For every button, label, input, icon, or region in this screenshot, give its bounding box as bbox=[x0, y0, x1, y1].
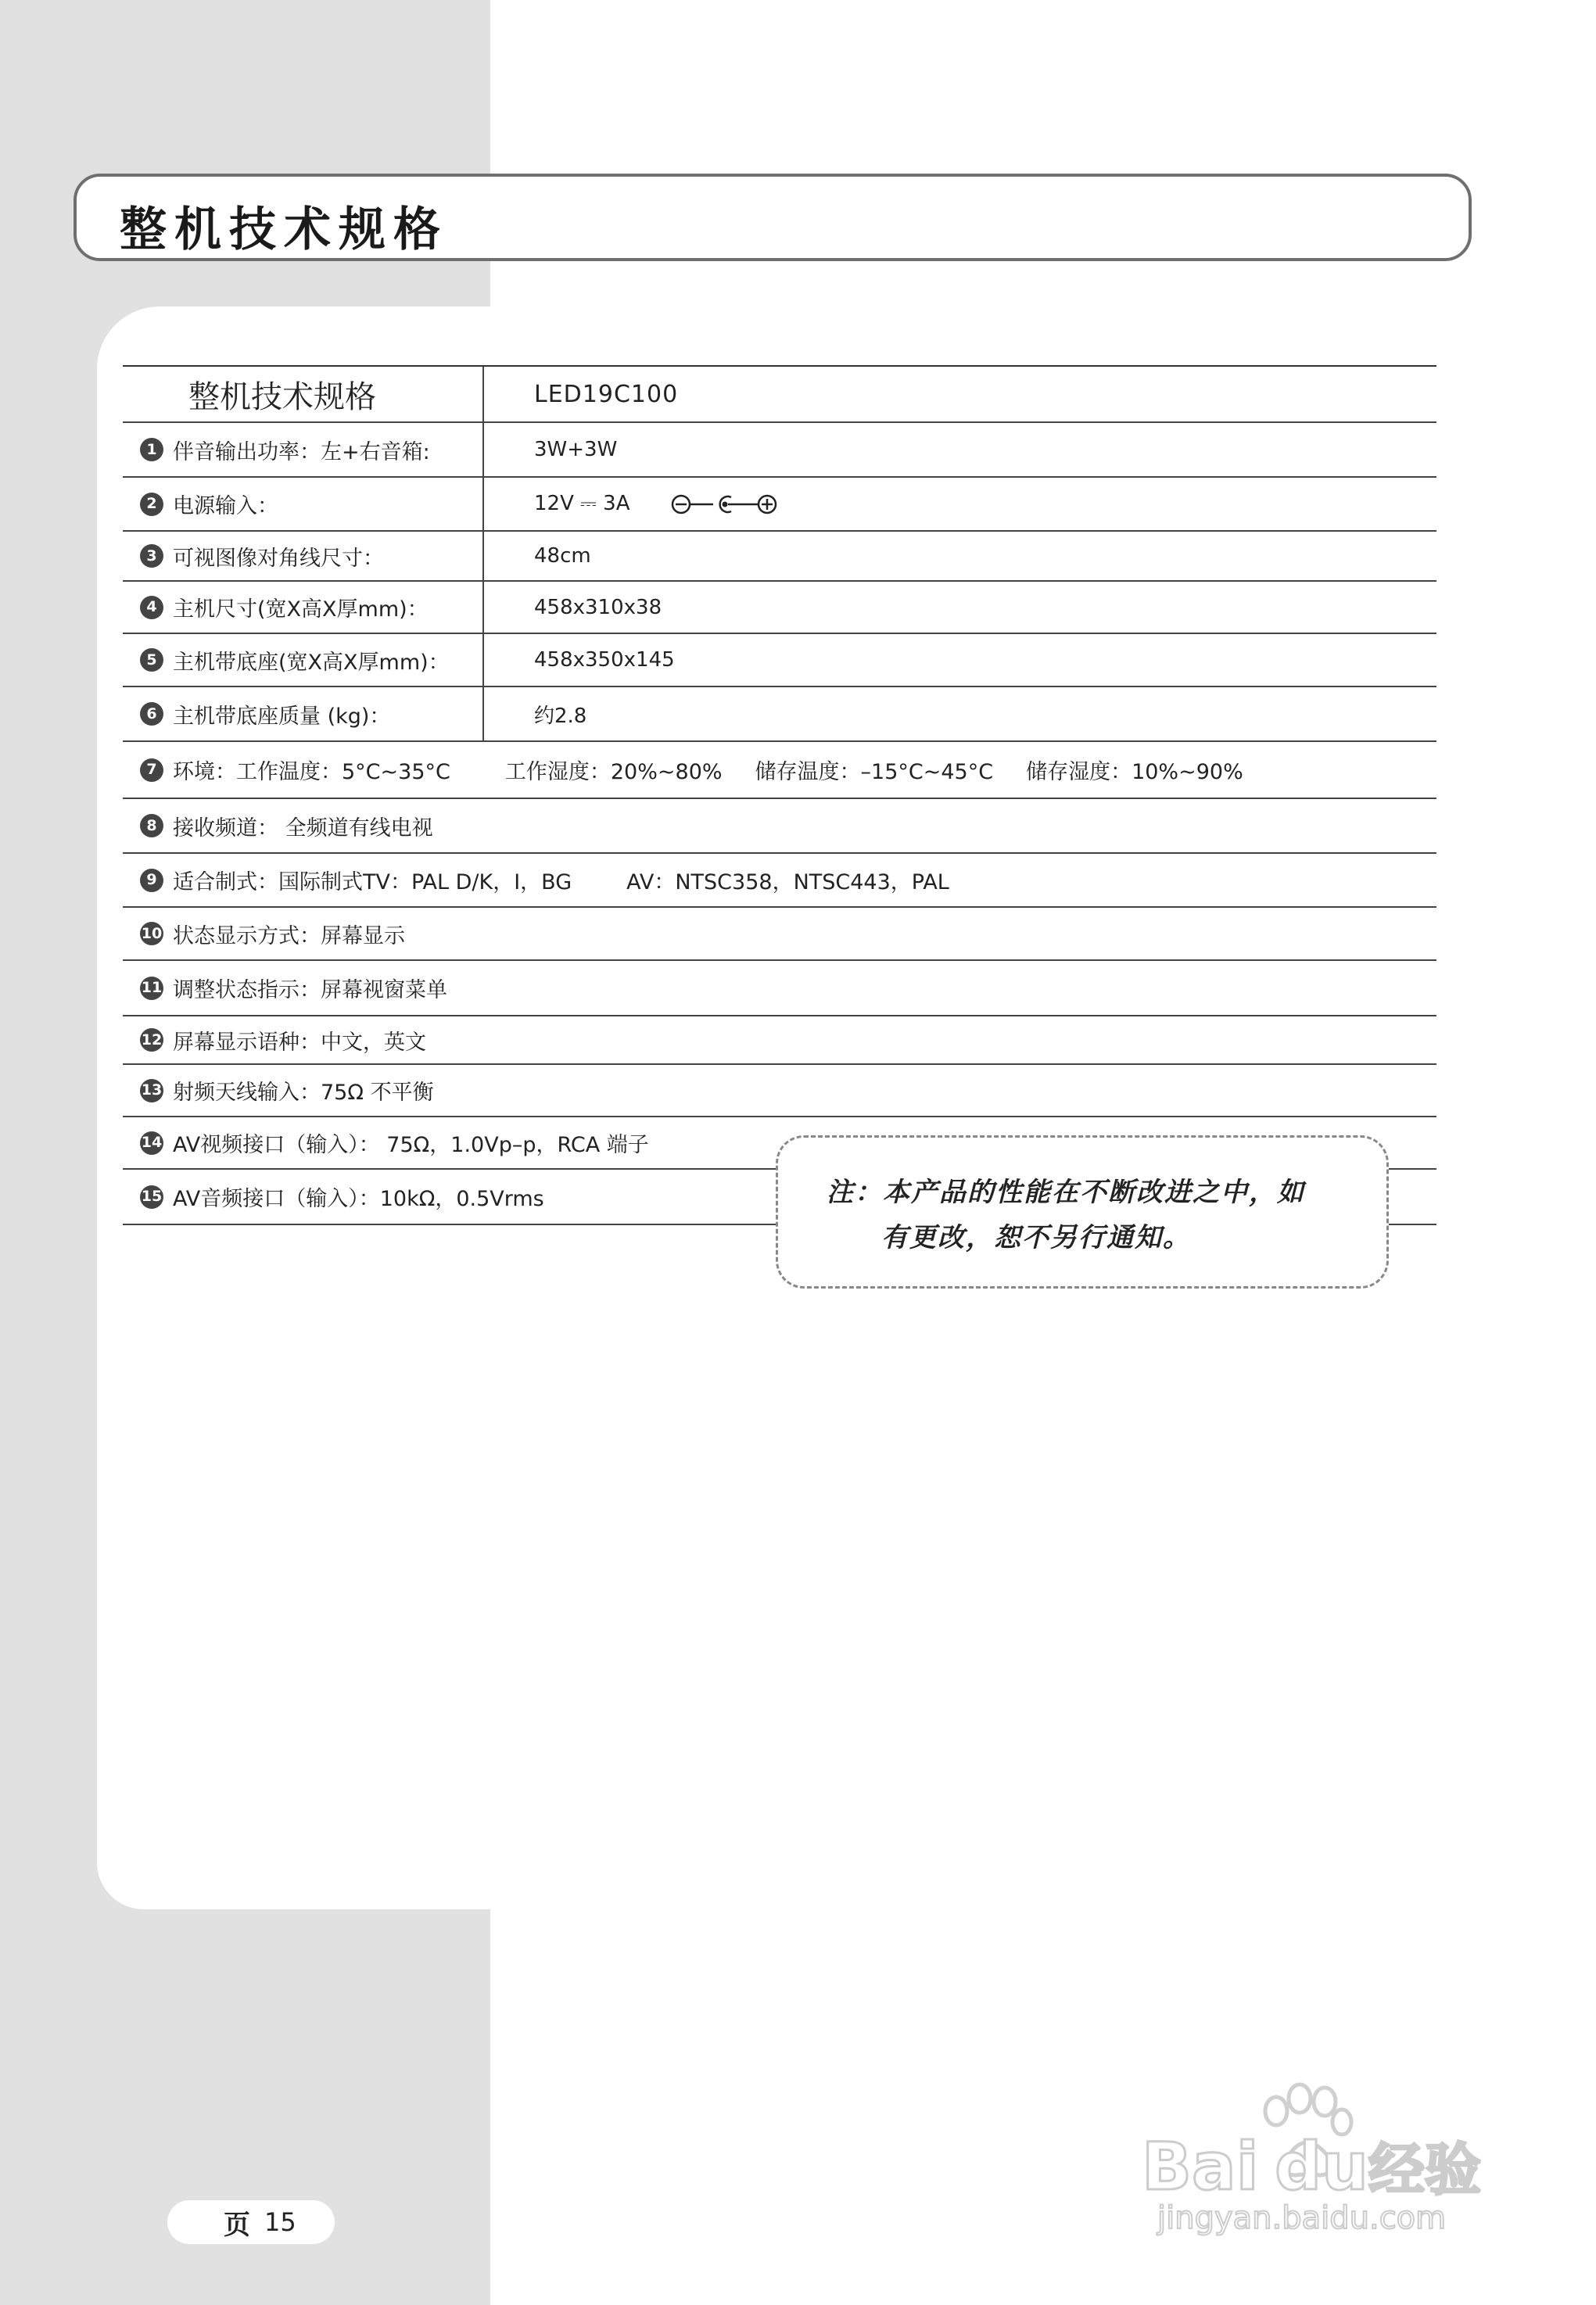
environment-working-humidity: 工作湿度：20%~80% bbox=[504, 760, 723, 784]
tv-systems: 适合制式：国际制式TV：PAL D/K，I，BG bbox=[173, 870, 572, 894]
row-value: 48cm bbox=[482, 532, 1436, 580]
row-label: 主机带底座(宽X高X厚mm)： bbox=[173, 650, 450, 675]
row-label: 可视图像对角线尺寸： bbox=[173, 546, 384, 571]
row-value: 3W+3W bbox=[482, 423, 1436, 476]
note-box bbox=[776, 1135, 1389, 1289]
row-text: AV音频接口（输入）：10kΩ，0.5Vrms bbox=[173, 1187, 544, 1211]
table-row bbox=[123, 423, 1436, 478]
table-row bbox=[123, 799, 1436, 854]
row-text: 射频天线输入：75Ω 不平衡 bbox=[173, 1081, 434, 1105]
watermark-url: jingyan.baidu.com bbox=[1157, 2200, 1447, 2236]
table-header-row bbox=[123, 367, 1436, 423]
row-value: 12V ⎓ 3A bbox=[534, 492, 630, 515]
number-badge: 9 bbox=[140, 869, 163, 892]
number-badge: 11 bbox=[140, 977, 163, 1000]
note-line-1: 注：本产品的性能在不断改进之中，如 bbox=[827, 1177, 1305, 1208]
table-row bbox=[123, 532, 1436, 582]
note-line-2: 有更改，恕不另行通知。 bbox=[881, 1222, 1191, 1253]
page-label: 页 bbox=[224, 2209, 250, 2241]
table-row bbox=[123, 582, 1436, 634]
number-badge: 8 bbox=[140, 814, 163, 837]
table-row bbox=[123, 1065, 1436, 1117]
page-number-pill bbox=[167, 2200, 335, 2244]
row-text: 接收频道： 全频道有线电视 bbox=[173, 816, 433, 841]
row-value: 458x350x145 bbox=[482, 634, 1436, 686]
row-label: 主机带底座质量 (kg)： bbox=[173, 704, 391, 729]
environment-storage-humidity: 储存湿度：10%~90% bbox=[1026, 760, 1243, 784]
page-title-box bbox=[74, 174, 1472, 261]
number-badge: 3 bbox=[140, 544, 163, 568]
table-row bbox=[123, 1016, 1436, 1065]
number-badge: 1 bbox=[140, 438, 163, 461]
table-row bbox=[123, 687, 1436, 742]
table-row bbox=[123, 908, 1436, 961]
baidu-watermark bbox=[1134, 2064, 1509, 2244]
number-badge: 13 bbox=[140, 1079, 163, 1102]
table-row bbox=[123, 854, 1436, 908]
row-text: AV视频接口（输入）： 75Ω，1.0Vp–p，RCA 端子 bbox=[173, 1133, 649, 1157]
spec-table bbox=[123, 365, 1436, 1225]
watermark-text-jingyan: 经验 bbox=[1368, 2137, 1482, 2203]
number-badge: 6 bbox=[140, 702, 163, 726]
number-badge: 10 bbox=[140, 922, 163, 945]
watermark-text-bai: Bai bbox=[1142, 2128, 1259, 2205]
table-row bbox=[123, 961, 1436, 1016]
number-badge: 2 bbox=[140, 493, 163, 516]
number-badge: 15 bbox=[140, 1185, 163, 1209]
number-badge: 5 bbox=[140, 648, 163, 672]
row-label: 主机尺寸(宽X高X厚mm)： bbox=[173, 597, 429, 622]
row-text: 屏幕显示语种：中文，英文 bbox=[173, 1030, 426, 1055]
row-value: 约2.8 bbox=[482, 687, 1436, 740]
number-badge: 12 bbox=[140, 1028, 163, 1052]
environment-storage-temp: 储存温度：–15°C~45°C bbox=[755, 760, 994, 784]
row-value: 458x310x38 bbox=[482, 582, 1436, 633]
page-number: 15 bbox=[264, 2207, 296, 2237]
row-label: 电源输入： bbox=[173, 494, 278, 518]
number-badge: 7 bbox=[140, 758, 163, 782]
table-row bbox=[123, 478, 1436, 532]
environment-working-temp: 环境：工作温度：5°C~35°C bbox=[173, 760, 450, 784]
page-title: 整机技术规格 bbox=[120, 203, 448, 257]
row-text: 状态显示方式：屏幕显示 bbox=[173, 923, 405, 948]
number-badge: 14 bbox=[140, 1131, 163, 1155]
row-text: 调整状态指示：屏幕视窗菜单 bbox=[173, 978, 447, 1002]
row-label: 伴音输出功率：左+右音箱: bbox=[173, 439, 430, 464]
table-row bbox=[123, 634, 1436, 687]
watermark-text-du: du bbox=[1275, 2128, 1368, 2205]
number-badge: 4 bbox=[140, 596, 163, 619]
header-value: LED19C100 bbox=[482, 367, 1436, 421]
av-systems: AV：NTSC358，NTSC443，PAL bbox=[626, 870, 949, 894]
table-row bbox=[123, 742, 1436, 799]
header-label: 整机技术规格 bbox=[188, 378, 376, 415]
dc-polarity-icon bbox=[670, 493, 780, 516]
